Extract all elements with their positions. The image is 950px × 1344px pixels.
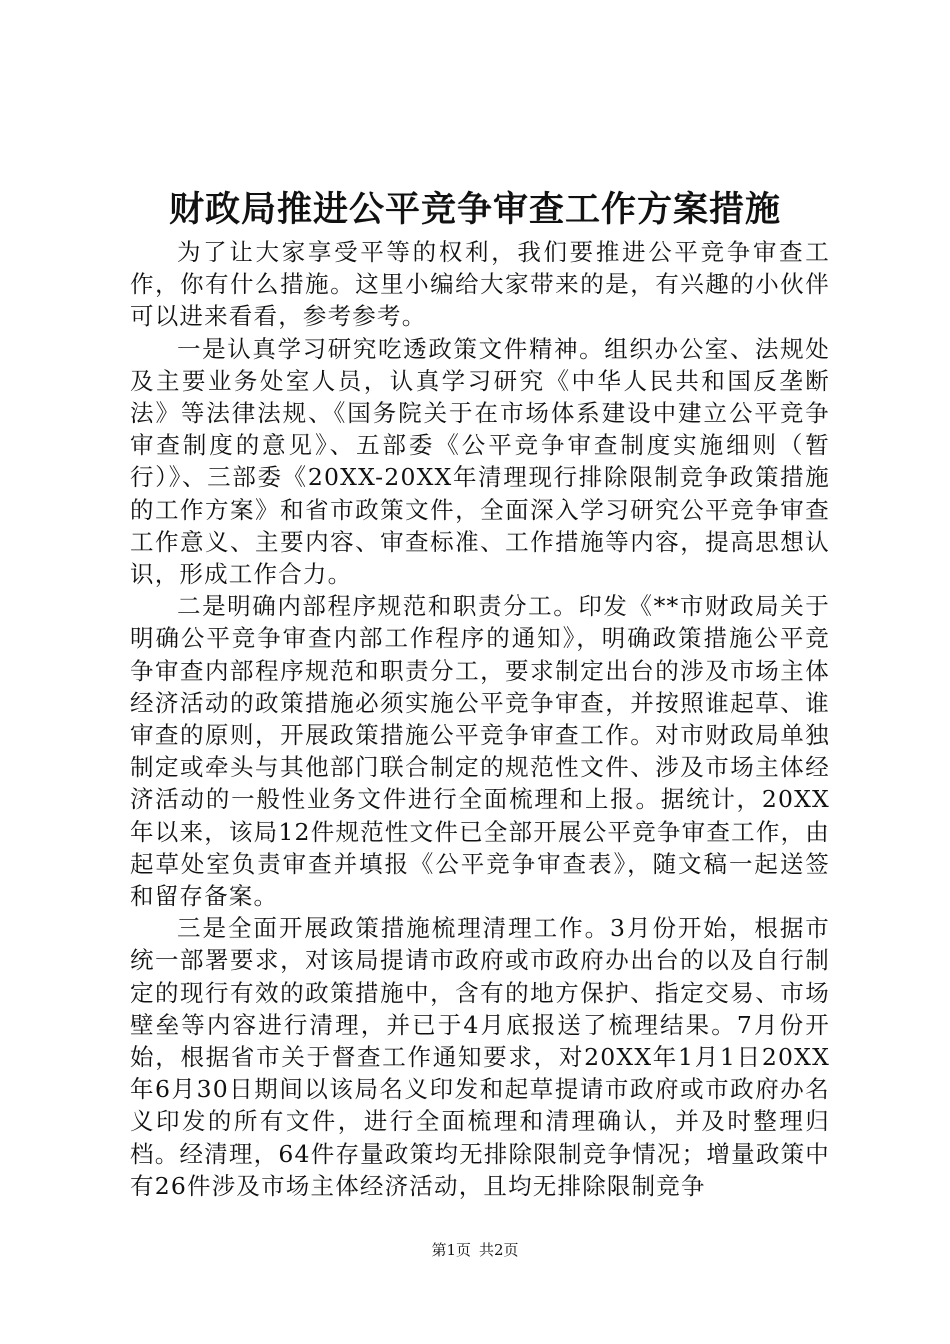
page-total: 共2页 bbox=[479, 1241, 519, 1259]
page-number: 第1页 bbox=[431, 1241, 471, 1259]
paragraph-measure-1: 一是认真学习研究吃透政策文件精神。组织办公室、法规处及主要业务处室人员，认真学习研究《中华人民共和国反垄断法》等法律法规、《国务院关于在市场体系建设中建立公平竞争审查制度的意见》、五部委《公平竞争审查制度实施细则（暂行）》、三部委《20XX-20XX年清理现行排除限制竞争政策措施的工作方案》和省市政策文件，全面深入学习研究公平竞争审查工作意义、主要内容、审查标准、工作措施等内容，提高思想认识，形成工作合力。 bbox=[130, 334, 830, 589]
page-footer bbox=[0, 1240, 950, 1260]
paragraph-measure-3: 三是全面开展政策措施梳理清理工作。3月份开始，根据市统一部署要求，对该局提请市政府或市政府办出台的以及自行制定的现行有效的政策措施中，含有的地方保护、指定交易、市场壁垒等内容进行清理，并已于4月底报送了梳理结果。7月份开始，根据省市关于督查工作通知要求，对20XX年1月1日20XX年6月30日期间以该局名义印发和起草提请市政府或市政府办名义印发的所有文件，进行全面梳理和清理确认，并及时整理归档。经清理，64件存量政策均无排除限制竞争情况；增量政策中有26件涉及市场主体经济活动，且均无排除限制竞争 bbox=[130, 914, 830, 1200]
paragraph-intro: 为了让大家享受平等的权利，我们要推进公平竞争审查工作，你有什么措施。这里小编给大家带来的是，有兴趣的小伙伴可以进来看看，参考参考。 bbox=[130, 238, 830, 331]
document-body bbox=[130, 236, 830, 1202]
document-title: 财政局推进公平竞争审查工作方案措施 bbox=[168, 189, 781, 230]
paragraph-measure-2: 二是明确内部程序规范和职责分工。印发《**市财政局关于明确公平竞争审查内部工作程序的通知》，明确政策措施公平竞争审查内部程序规范和职责分工，要求制定出台的涉及市场主体经济活动的政策措施必须实施公平竞争审查，并按照谁起草、谁审查的原则，开展政策措施公平竞争审查工作。对市财政局单独制定或牵头与其他部门联合制定的规范性文件、涉及市场主体经济活动的一般性业务文件进行全面梳理和上报。据统计，20XX年以来，该局12件规范性文件已全部开展公平竞争审查工作，由起草处室负责审查并填报《公平竞争审查表》，随文稿一起送签和留存备案。 bbox=[130, 592, 830, 911]
